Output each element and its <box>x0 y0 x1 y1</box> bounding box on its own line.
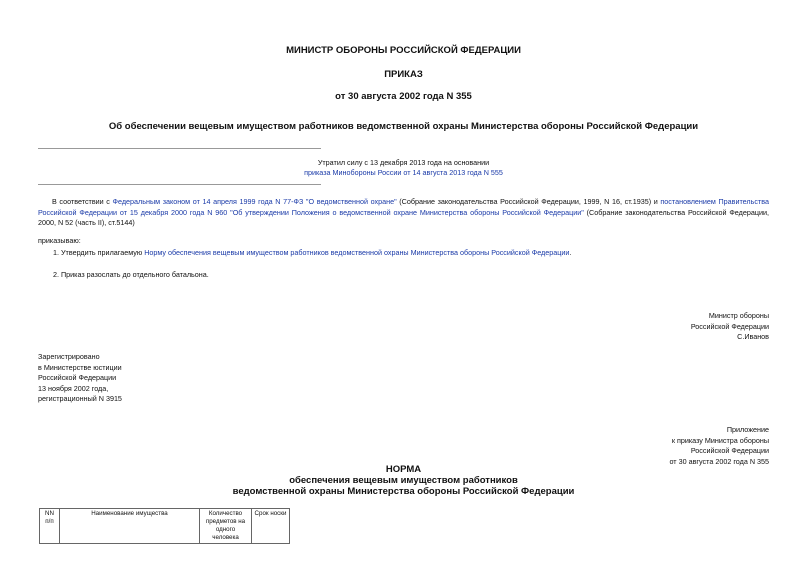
order-item-1 <box>53 248 571 259</box>
doc-type-heading: ПРИКАЗ <box>384 69 423 80</box>
col-wear-period-header: Срок носки <box>252 509 290 544</box>
norm-link[interactable]: Норму обеспечения вещевым имуществом работников ведомственной охраны Министерства обороны Российской Федерации <box>144 248 570 257</box>
norm-title-line-2: обеспечения вещевым имуществом работников <box>289 475 518 486</box>
appendix-block <box>669 425 769 467</box>
document-title: Об обеспечении вещевым имуществом работников ведомственной охраны Министерства обороны Российской Федерации <box>108 121 699 132</box>
registration-line-2: в Министерстве юстиции <box>38 362 122 372</box>
preamble-text-3: (Собрание законодательства Российской Федерации, 2000, N 52 (часть II), ст.5144) <box>38 207 769 227</box>
norm-title-line-3: ведомственной охраны Министерства обороны Российской Федерации <box>232 486 575 497</box>
col-quantity-header: Количество предметов на одного человека <box>200 509 252 544</box>
federal-law-link[interactable]: Федеральным законом от 14 апреля 1999 года N 77-ФЗ "О ведомственной охране" <box>112 197 397 206</box>
signature-line-2: Российской Федерации <box>690 321 769 331</box>
norm-table <box>39 508 290 544</box>
order-word: приказываю: <box>38 236 81 245</box>
registration-block <box>38 352 122 405</box>
repeal-link[interactable]: приказа Минобороны России от 14 августа 2013 года N 555 <box>304 168 503 177</box>
appendix-line-3: Российской Федерации <box>690 446 769 455</box>
appendix-line-4: от 30 августа 2002 года N 355 <box>669 456 769 466</box>
registration-line-4: 13 ноября 2002 года, <box>38 383 109 393</box>
date-number-heading: от 30 августа 2002 года N 355 <box>335 91 472 102</box>
col-number-header: NN п/п <box>40 509 60 544</box>
item1-text: 1. Утвердить прилагаемую <box>53 248 145 257</box>
registration-line-5: регистрационный N 3915 <box>38 394 122 403</box>
repeal-note: Утратил силу с 13 декабря 2013 года на основании <box>317 158 490 167</box>
divider-top <box>38 148 321 149</box>
norm-title-line-1: НОРМА <box>385 464 422 475</box>
col-item-name-header: Наименование имущества <box>60 509 200 544</box>
preamble-paragraph <box>38 197 769 229</box>
signature-line-1: Министр обороны <box>708 311 769 320</box>
appendix-line-1: Приложение <box>726 425 769 434</box>
government-decree-link[interactable]: постановлением Правительства Российской Федерации от 15 декабря 2000 года N 960 "Об утверждении Положения о ведомственной охране Министерства обороны Российской Федерации" <box>38 197 769 217</box>
ministry-heading: МИНИСТР ОБОРОНЫ РОССИЙСКОЙ ФЕДЕРАЦИИ <box>286 45 521 56</box>
registration-line-3: Российской Федерации <box>38 373 117 382</box>
divider-bottom <box>38 184 321 185</box>
appendix-line-2: к приказу Министра обороны <box>671 435 769 445</box>
preamble-text-2: (Собрание законодательства Российской Федерации, 1999, N 16, ст.1935) и <box>396 197 661 206</box>
preamble-text-1: В соответствии с <box>52 197 113 206</box>
signature-line-3: С.Иванов <box>737 332 769 341</box>
table-header-row <box>40 509 290 544</box>
item1-end: . <box>569 248 572 257</box>
order-item-2: 2. Приказ разослать до отдельного батальона. <box>53 270 209 279</box>
signature-block <box>691 311 769 343</box>
registration-line-1: Зарегистрировано <box>38 352 100 361</box>
